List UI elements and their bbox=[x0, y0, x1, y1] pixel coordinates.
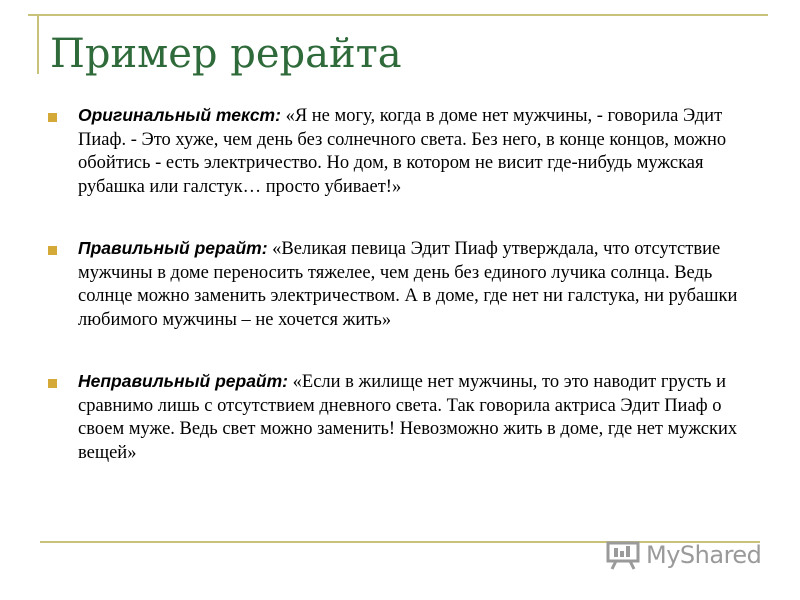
square-bullet-icon bbox=[48, 246, 57, 255]
bullet-text: «Я не могу, когда в доме нет мужчины, - говорила Эдит Пиаф. - Это хуже, чем день без солнечного света. Без него, в конце концов, можно обойтись - есть электричество. Но дом, в котором не висит где-нибудь мужская рубашка или галстук… просто убивает!» bbox=[78, 106, 727, 197]
logo-text: MyShared bbox=[646, 541, 762, 569]
slide-title: Пример рерайта bbox=[50, 31, 402, 77]
square-bullet-icon bbox=[48, 379, 57, 388]
bullet-text: «Если в жилище нет мужчины, то это наводит грусть и сравнимо лишь с отсутствием дневного света. Так говорила актриса Эдит Пиаф о своем муже. Ведь свет можно заменить! Невозможно жить в доме, где нет мужских вещей» bbox=[78, 372, 738, 463]
bullet-label: Оригинальный текст: bbox=[78, 105, 281, 125]
bullet-correct-rewrite bbox=[48, 237, 748, 332]
top-divider-line bbox=[28, 14, 768, 16]
bullet-list bbox=[48, 104, 748, 503]
projector-screen-icon bbox=[606, 540, 642, 570]
title-accent-line bbox=[37, 14, 39, 74]
bullet-text: «Великая певица Эдит Пиаф утверждала, что отсутствие мужчины в доме переносить тяжелее, чем день без единого лучика солнца. Ведь солнце можно заменить электричеством. А в доме, где нет ни галстука, ни рубашки любимого мужчины – не хочется жить» bbox=[78, 239, 738, 330]
bullet-label: Правильный рерайт: bbox=[78, 238, 268, 258]
bullet-label: Неправильный рерайт: bbox=[78, 371, 289, 391]
bullet-incorrect-rewrite bbox=[48, 370, 748, 465]
myshared-logo[interactable] bbox=[606, 538, 761, 572]
square-bullet-icon bbox=[48, 113, 57, 122]
bullet-original-text bbox=[48, 104, 748, 199]
